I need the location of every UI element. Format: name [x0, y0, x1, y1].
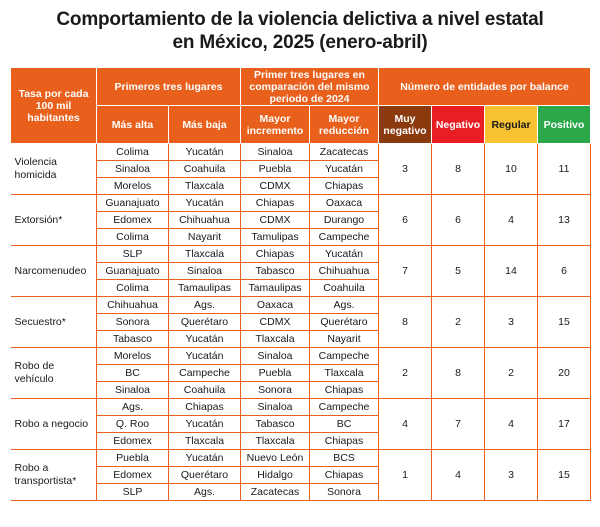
mas-alta-cell: Morelos	[97, 178, 169, 195]
category-label: Narcomenudeo	[11, 246, 97, 297]
header-positivo: Positivo	[538, 106, 591, 144]
header-primeros: Primeros tres lugares	[97, 68, 241, 106]
mas-alta-cell: SLP	[97, 484, 169, 501]
mayor-reduccion-cell: Durango	[310, 212, 379, 229]
mas-baja-cell: Yucatán	[169, 348, 241, 365]
mayor-reduccion-cell: Coahuila	[310, 280, 379, 297]
mas-alta-cell: Puebla	[97, 450, 169, 467]
count-negativo: 8	[432, 144, 485, 195]
mayor-reduccion-cell: Campeche	[310, 399, 379, 416]
mayor-reduccion-cell: BC	[310, 416, 379, 433]
header-regular: Regular	[485, 106, 538, 144]
count-muy-negativo: 3	[379, 144, 432, 195]
mas-alta-cell: Edomex	[97, 467, 169, 484]
mayor-reduccion-cell: BCS	[310, 450, 379, 467]
mayor-reduccion-cell: Querétaro	[310, 314, 379, 331]
count-regular: 3	[485, 297, 538, 348]
violence-table	[10, 67, 591, 501]
table-body	[11, 144, 591, 501]
mas-baja-cell: Chiapas	[169, 399, 241, 416]
mas-alta-cell: Ags.	[97, 399, 169, 416]
mayor-reduccion-cell: Chiapas	[310, 178, 379, 195]
mayor-reduccion-cell: Ags.	[310, 297, 379, 314]
mayor-reduccion-cell: Zacatecas	[310, 144, 379, 161]
mas-alta-cell: Edomex	[97, 212, 169, 229]
table-row	[11, 297, 591, 314]
table-row	[11, 195, 591, 212]
mas-baja-cell: Coahuila	[169, 161, 241, 178]
title-line-1: Comportamiento de la violencia delictiva a nivel estatal	[56, 9, 544, 30]
mas-alta-cell: Colima	[97, 280, 169, 297]
mayor-incremento-cell: Puebla	[241, 365, 310, 382]
mayor-incremento-cell: Chiapas	[241, 195, 310, 212]
title-line-2: en México, 2025 (enero-abril)	[172, 32, 428, 53]
table-row	[11, 144, 591, 161]
mas-baja-cell: Chihuahua	[169, 212, 241, 229]
header-mayor-incremento: Mayor incremento	[241, 106, 310, 144]
mas-alta-cell: Guanajuato	[97, 263, 169, 280]
mayor-incremento-cell: CDMX	[241, 178, 310, 195]
mayor-reduccion-cell: Nayarit	[310, 331, 379, 348]
mas-alta-cell: Morelos	[97, 348, 169, 365]
mas-alta-cell: Sonora	[97, 314, 169, 331]
category-label: Secuestro*	[11, 297, 97, 348]
mayor-reduccion-cell: Oaxaca	[310, 195, 379, 212]
mayor-incremento-cell: Sinaloa	[241, 348, 310, 365]
mayor-reduccion-cell: Yucatán	[310, 246, 379, 263]
count-positivo: 13	[538, 195, 591, 246]
mayor-incremento-cell: Nuevo León	[241, 450, 310, 467]
count-positivo: 17	[538, 399, 591, 450]
count-negativo: 7	[432, 399, 485, 450]
table-row	[11, 450, 591, 467]
header-mas-alta: Más alta	[97, 106, 169, 144]
count-positivo: 6	[538, 246, 591, 297]
mas-alta-cell: Sinaloa	[97, 382, 169, 399]
count-negativo: 5	[432, 246, 485, 297]
page-title	[0, 0, 600, 54]
mayor-reduccion-cell: Yucatán	[310, 161, 379, 178]
category-label: Robo a negocio	[11, 399, 97, 450]
mas-baja-cell: Sinaloa	[169, 263, 241, 280]
category-label: Robo a transportista*	[11, 450, 97, 501]
mas-baja-cell: Nayarit	[169, 229, 241, 246]
table-row	[11, 399, 591, 416]
count-negativo: 4	[432, 450, 485, 501]
mas-alta-cell: Tabasco	[97, 331, 169, 348]
mayor-incremento-cell: CDMX	[241, 314, 310, 331]
count-positivo: 15	[538, 297, 591, 348]
mas-baja-cell: Yucatán	[169, 144, 241, 161]
count-regular: 2	[485, 348, 538, 399]
mayor-reduccion-cell: Sonora	[310, 484, 379, 501]
mas-alta-cell: Chihuahua	[97, 297, 169, 314]
mayor-reduccion-cell: Campeche	[310, 348, 379, 365]
mas-alta-cell: Q. Roo	[97, 416, 169, 433]
mayor-incremento-cell: Tlaxcala	[241, 433, 310, 450]
count-muy-negativo: 8	[379, 297, 432, 348]
mas-alta-cell: Colima	[97, 229, 169, 246]
header-comparacion: Primer tres lugares en comparación del mismo periodo de 2024	[241, 68, 379, 106]
count-negativo: 6	[432, 195, 485, 246]
table-row	[11, 246, 591, 263]
count-regular: 4	[485, 399, 538, 450]
header-tasa: Tasa por cada 100 mil habitantes	[11, 68, 97, 144]
mayor-reduccion-cell: Tlaxcala	[310, 365, 379, 382]
mas-baja-cell: Ags.	[169, 484, 241, 501]
mas-baja-cell: Tamaulipas	[169, 280, 241, 297]
mas-baja-cell: Tlaxcala	[169, 246, 241, 263]
mayor-incremento-cell: Oaxaca	[241, 297, 310, 314]
header-negativo: Negativo	[432, 106, 485, 144]
mas-baja-cell: Coahuila	[169, 382, 241, 399]
mayor-reduccion-cell: Chiapas	[310, 433, 379, 450]
table-row	[11, 348, 591, 365]
count-regular: 14	[485, 246, 538, 297]
count-muy-negativo: 4	[379, 399, 432, 450]
header-entidades: Número de entidades por balance	[379, 68, 591, 106]
mas-baja-cell: Yucatán	[169, 195, 241, 212]
mas-alta-cell: SLP	[97, 246, 169, 263]
mas-baja-cell: Yucatán	[169, 416, 241, 433]
mas-baja-cell: Campeche	[169, 365, 241, 382]
count-muy-negativo: 1	[379, 450, 432, 501]
mas-baja-cell: Tlaxcala	[169, 433, 241, 450]
mayor-incremento-cell: CDMX	[241, 212, 310, 229]
mayor-incremento-cell: Hidalgo	[241, 467, 310, 484]
mayor-incremento-cell: Tabasco	[241, 263, 310, 280]
mas-alta-cell: Sinaloa	[97, 161, 169, 178]
mayor-incremento-cell: Tamulipas	[241, 229, 310, 246]
header-mas-baja: Más baja	[169, 106, 241, 144]
mayor-incremento-cell: Chiapas	[241, 246, 310, 263]
mas-baja-cell: Querétaro	[169, 314, 241, 331]
mas-baja-cell: Tlaxcala	[169, 178, 241, 195]
mayor-incremento-cell: Sonora	[241, 382, 310, 399]
category-label: Violencia homicida	[11, 144, 97, 195]
count-regular: 4	[485, 195, 538, 246]
mas-alta-cell: Edomex	[97, 433, 169, 450]
mayor-reduccion-cell: Chiapas	[310, 467, 379, 484]
mayor-incremento-cell: Tlaxcala	[241, 331, 310, 348]
count-positivo: 15	[538, 450, 591, 501]
count-negativo: 8	[432, 348, 485, 399]
count-regular: 3	[485, 450, 538, 501]
mas-alta-cell: Colima	[97, 144, 169, 161]
count-regular: 10	[485, 144, 538, 195]
mayor-incremento-cell: Tamaulipas	[241, 280, 310, 297]
count-positivo: 20	[538, 348, 591, 399]
mas-alta-cell: Guanajuato	[97, 195, 169, 212]
count-muy-negativo: 2	[379, 348, 432, 399]
mas-baja-cell: Querétaro	[169, 467, 241, 484]
count-muy-negativo: 6	[379, 195, 432, 246]
category-label: Robo de vehículo	[11, 348, 97, 399]
count-positivo: 11	[538, 144, 591, 195]
mayor-reduccion-cell: Chihuahua	[310, 263, 379, 280]
count-negativo: 2	[432, 297, 485, 348]
mas-baja-cell: Yucatán	[169, 331, 241, 348]
header-muy-negativo: Muy negativo	[379, 106, 432, 144]
mayor-incremento-cell: Zacatecas	[241, 484, 310, 501]
mayor-incremento-cell: Tabasco	[241, 416, 310, 433]
mayor-incremento-cell: Puebla	[241, 161, 310, 178]
category-label: Extorsión*	[11, 195, 97, 246]
mayor-reduccion-cell: Chiapas	[310, 382, 379, 399]
mayor-incremento-cell: Sinaloa	[241, 144, 310, 161]
header-mayor-reduccion: Mayor reducción	[310, 106, 379, 144]
mayor-incremento-cell: Sinaloa	[241, 399, 310, 416]
mas-baja-cell: Ags.	[169, 297, 241, 314]
mas-alta-cell: BC	[97, 365, 169, 382]
count-muy-negativo: 7	[379, 246, 432, 297]
mas-baja-cell: Yucatán	[169, 450, 241, 467]
mayor-reduccion-cell: Campeche	[310, 229, 379, 246]
